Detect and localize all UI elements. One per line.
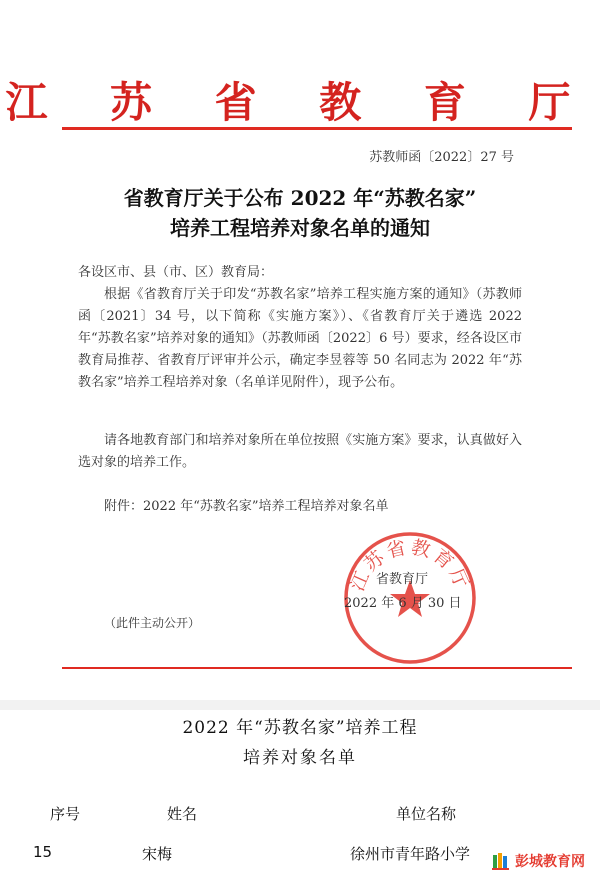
- row-number: 15: [33, 843, 53, 861]
- issuer: 省教育厅: [376, 572, 429, 587]
- list-subtitle: 培养对象名单: [243, 748, 357, 768]
- issue-date: 2022 年 6 月 30 日: [344, 596, 462, 611]
- red-divider-bottom: [62, 667, 572, 669]
- list-title: 2022 年“苏教名家”培养工程: [182, 718, 418, 738]
- body-paragraph: 根据《省教育厅关于印发“苏教名家”培养工程实施方案的通知》（苏教师函〔2021〕34 号，以下简称《实施方案》）、《省教育厅关于遴选 2022 年“苏教名家”培养对象的通知》（苏教师函〔2022〕6 号）要求，经各设区市教育局推荐、省教育厅评审并公示，确定李昱蓉等 50 名同志为 2022 年“苏教名家”培养工程培养对象（名单详见附件），现予公布。: [78, 287, 522, 390]
- letterhead-title: 江 苏 省 教 育 厅: [5, 78, 595, 127]
- red-divider-top: [62, 127, 572, 130]
- notice-title: [0, 183, 600, 243]
- notice-title-line2: 培养工程培养对象名单的通知: [170, 216, 430, 240]
- watermark-text: 彭城教育网: [515, 854, 585, 870]
- svg-text:江苏省教育厅: 江苏省教育厅: [346, 536, 474, 595]
- document-number: 苏教师函〔2022〕27 号: [369, 150, 514, 165]
- column-header-unit: 单位名称: [396, 805, 457, 823]
- salutation: 各设区市、县（市、区）教育局：: [78, 265, 274, 280]
- row-unit: 徐州市青年路小学: [350, 845, 471, 863]
- books-icon: [492, 852, 510, 870]
- column-header-number: 序号: [50, 805, 81, 823]
- request-paragraph: 请各地教育部门和培养对象所在单位按照《实施方案》要求，认真做好入选对象的培养工作。: [78, 433, 522, 470]
- row-name: 宋梅: [142, 845, 173, 863]
- site-watermark: [484, 848, 600, 873]
- attachment-line: 附件：2022 年“苏教名家”培养工程培养对象名单: [104, 499, 389, 514]
- notice-title-line1: 省教育厅关于公布 2022 年“苏教名家”: [123, 186, 477, 210]
- disclosure-note: （此件主动公开）: [104, 616, 201, 630]
- column-header-name: 姓名: [167, 805, 198, 823]
- page-separator: [0, 700, 600, 710]
